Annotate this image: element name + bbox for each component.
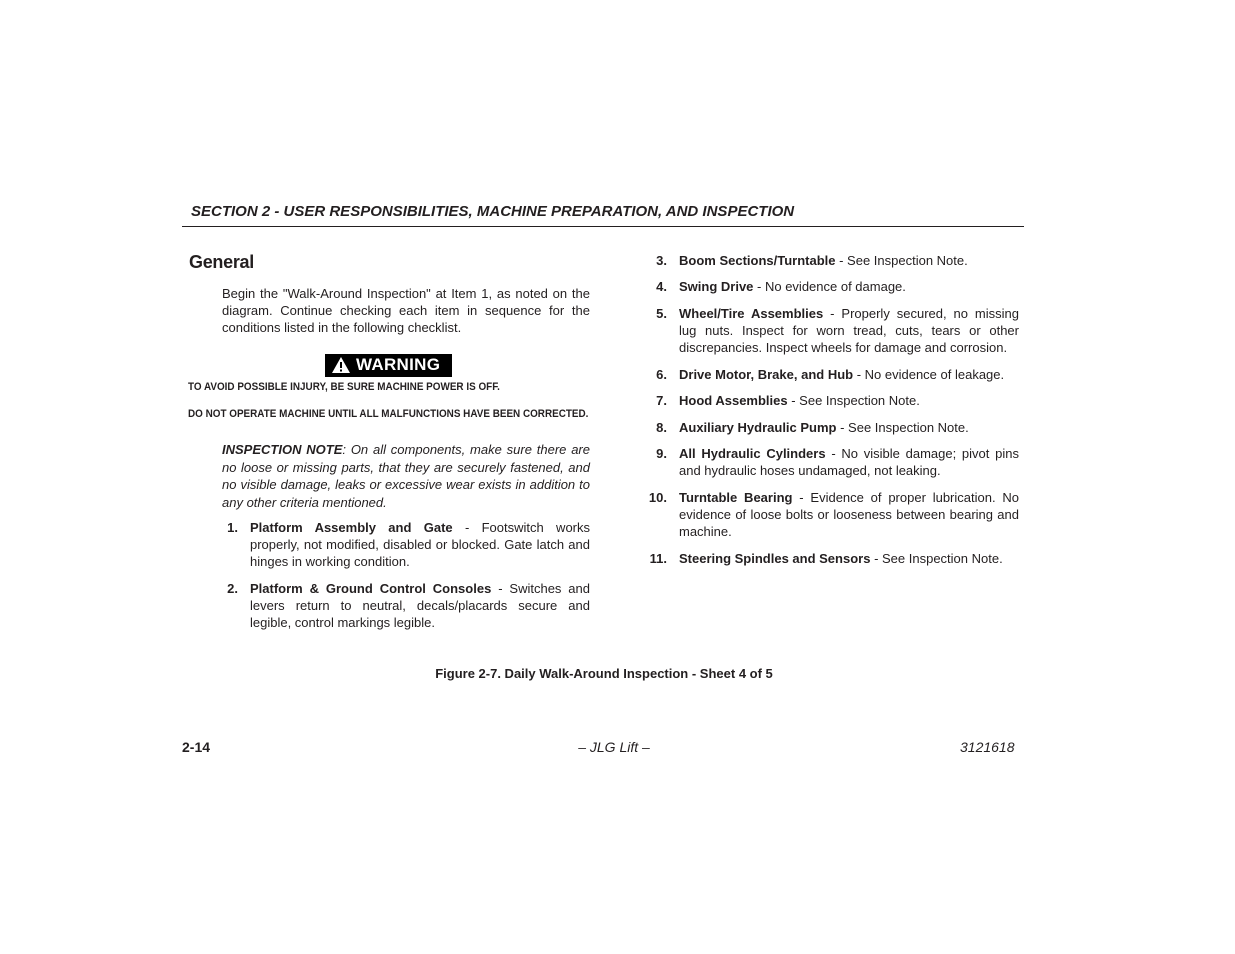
item-text: - No visible damage; pivot pins and hydraulic hoses undamaged, not leaking.	[679, 446, 1019, 478]
item-title: Swing Drive	[679, 279, 754, 294]
item-title: Steering Spindles and Sensors	[679, 551, 871, 566]
item-body	[679, 392, 1019, 409]
item-body	[679, 252, 1019, 269]
warning-triangle-icon	[331, 356, 351, 374]
item-text: - Evidence of proper lubrication. No evidence of loose bolts or looseness between bearing and machine.	[679, 490, 1019, 539]
item-title: Platform Assembly and Gate	[250, 520, 453, 535]
warning-line-1: TO AVOID POSSIBLE INJURY, BE SURE MACHINE POWER IS OFF.	[188, 381, 500, 393]
item-number: 3.	[656, 253, 667, 268]
page-number: 2-14	[182, 739, 211, 755]
item-text: - Switches and levers return to neutral, decals/placards secure and legible, control markings legible.	[250, 581, 590, 630]
section-title: SECTION 2 - USER RESPONSIBILITIES, MACHINE PREPARATION, AND INSPECTION	[191, 203, 795, 220]
item-number: 1.	[227, 520, 238, 535]
item-title: Auxiliary Hydraulic Pump	[679, 420, 837, 435]
item-text: - Footswitch works properly, not modified, disabled or blocked. Gate latch and hinges in working condition.	[250, 520, 591, 569]
item-text: - See Inspection Note.	[836, 420, 969, 435]
item-text: - No evidence of damage.	[753, 279, 906, 294]
warning-banner	[325, 354, 452, 377]
item-number: 2.	[227, 581, 238, 596]
figure-caption: Figure 2-7. Daily Walk-Around Inspection - Sheet 4 of 5	[435, 666, 773, 681]
heading-general: General	[189, 252, 254, 272]
item-number: 5.	[656, 306, 667, 321]
inspection-note	[222, 441, 590, 511]
item-body	[250, 519, 590, 570]
item-body	[679, 305, 1019, 356]
item-text: - See Inspection Note.	[787, 393, 920, 408]
item-title: All Hydraulic Cylinders	[679, 446, 826, 461]
inspection-note-text: : On all components, make sure there are no loose or missing parts, that they are securely fastened, and no visible damage, leaks or excessive wear exists in addition to any other criteria mentioned.	[222, 442, 590, 510]
item-number: 4.	[656, 279, 667, 294]
item-title: Hood Assemblies	[679, 393, 788, 408]
item-title: Platform & Ground Control Consoles	[250, 581, 492, 596]
item-body	[250, 580, 590, 631]
item-body	[679, 550, 1019, 567]
item-number: 11.	[649, 551, 667, 566]
intro-paragraph: Begin the "Walk-Around Inspection" at Item 1, as noted on the diagram. Continue checking each item in sequence for the conditions listed in the following checklist.	[222, 286, 590, 335]
item-body	[679, 278, 1019, 295]
item-title: Wheel/Tire Assemblies	[679, 306, 824, 321]
item-body	[679, 419, 1019, 436]
item-number: 6.	[656, 367, 667, 382]
item-number: 8.	[656, 420, 667, 435]
footer-brand: – JLG Lift –	[578, 739, 650, 755]
item-text: - Properly secured, no missing lug nuts. Inspect for worn tread, cuts, tears or other discrepancies. Inspect wheels for damage and corrosion.	[679, 306, 1019, 355]
item-number: 10.	[648, 490, 667, 505]
item-title: Boom Sections/Turntable	[679, 253, 836, 268]
item-body	[679, 366, 1019, 383]
warning-label: WARNING	[356, 355, 441, 374]
item-text: - See Inspection Note.	[870, 551, 1003, 566]
warning-line-2: DO NOT OPERATE MACHINE UNTIL ALL MALFUNCTIONS HAVE BEEN CORRECTED.	[188, 408, 589, 420]
inspection-note-label: INSPECTION NOTE	[222, 442, 343, 457]
item-title: Turntable Bearing	[679, 490, 793, 505]
item-body	[679, 489, 1019, 540]
document-number: 3121618	[960, 739, 1015, 755]
item-body	[679, 445, 1019, 479]
item-number: 7.	[656, 393, 667, 408]
item-number: 9.	[656, 446, 667, 461]
item-title: Drive Motor, Brake, and Hub	[679, 367, 854, 382]
item-text: - No evidence of leakage.	[853, 367, 1005, 382]
item-text: - See Inspection Note.	[835, 253, 968, 268]
section-header	[182, 202, 1024, 227]
